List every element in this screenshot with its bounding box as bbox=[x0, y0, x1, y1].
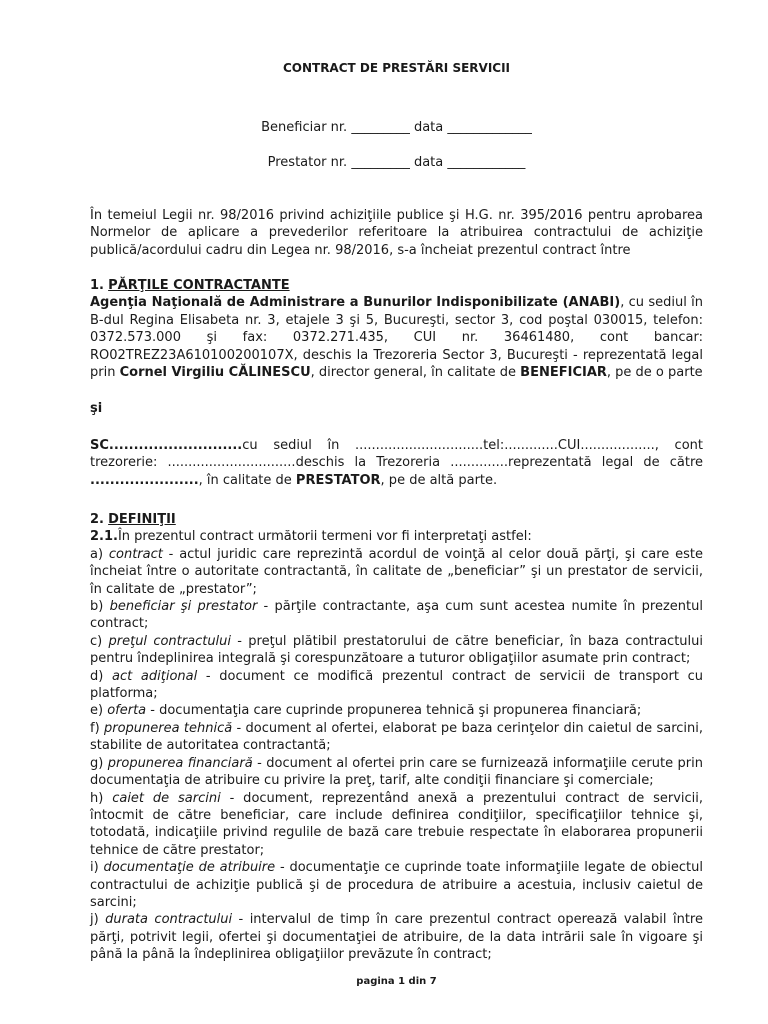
definition-term: act adiţional bbox=[112, 668, 198, 684]
definition-term: preţul contractului bbox=[108, 633, 232, 649]
definition-prefix: a) bbox=[90, 546, 109, 562]
conjunction-and: şi bbox=[90, 401, 103, 416]
beneficiar-details: , cu sediul în B-dul Regina Elisabeta nr. 3, etajele 3 şi 5, Bucureşti, sector 3, cod poştal 030015, telefon: 0372.573.000 şi fax: 0372.271.435, CUI nr. 36461480, cont bancar: RO02TREZ23A610100200107X, deschis la Trezoreria Sector 3, Bucureşti - reprezentată legal prin bbox=[90, 295, 703, 381]
definition-text: - părţile contractante, aşa cum sunt acestea numite în prezentul contract; bbox=[90, 599, 703, 632]
definition-item bbox=[90, 720, 703, 755]
section-1-heading bbox=[90, 277, 703, 294]
beneficiar-reference: Beneficiar nr. _________ data _____________ bbox=[261, 120, 532, 135]
section-parties bbox=[90, 277, 703, 381]
definition-text: - intervalul de timp în care prezentul contract operează valabil între părţi, potrivit legii, ofertei şi documentaţiei de atribuire, de la data intrării sale în vigoare şi până la până la îndeplinirea obligaţiilor prevăzute în contract; bbox=[90, 912, 703, 963]
prestator-role-lead: , în calitate de bbox=[198, 472, 296, 488]
definition-text: - actul juridic care reprezintă acordul de voinţă al celor două părţi, şi care este încheiat între o autoritate contractantă, în calitate de „beneficiar” şi un prestator de servicii, în calitate de „prestator”; bbox=[90, 546, 703, 597]
section-1-number: 1. bbox=[90, 278, 104, 293]
definition-term: caiet de sarcini bbox=[112, 790, 221, 806]
definition-term: oferta bbox=[107, 703, 147, 719]
definition-item bbox=[90, 598, 703, 633]
subsection-2-1-number: 2.1. bbox=[90, 529, 118, 545]
prestator-paragraph bbox=[90, 437, 703, 489]
definition-prefix: e) bbox=[90, 703, 108, 719]
definition-text: - preţul plătibil prestatorului de către beneficiar, în baza contractului pentru îndeplinirea integrală şi corespunzătoare a tuturor obligaţiilor asumate prin contract; bbox=[90, 633, 703, 667]
beneficiar-paragraph bbox=[90, 294, 703, 381]
definition-term: durata contractului bbox=[105, 912, 233, 928]
definition-text: - document, reprezentând anexă a prezentului contract de servicii, întocmit de către beneficiar, care include definirea condiţiilor, specificaţiilor tehnice şi, totodată, indicaţiile privind regulile de bază care trebuie respectate în elaborarea propunerii tehnice de către prestator; bbox=[90, 790, 703, 858]
definition-prefix: j) bbox=[90, 912, 106, 928]
definition-item bbox=[90, 911, 703, 963]
definition-item bbox=[90, 790, 703, 860]
definition-item bbox=[90, 633, 703, 668]
prestator-role: PRESTATOR bbox=[295, 472, 381, 488]
sc-details: cu sediul în ...............................tel:.............CUI.................., cont trezorerie: ...............................deschis la Trezoreria ..............reprezentată legal de către bbox=[90, 438, 703, 471]
definition-item bbox=[90, 755, 703, 790]
document-title: CONTRACT DE PRESTĂRI SERVICII bbox=[282, 61, 511, 75]
section-definitions bbox=[90, 511, 703, 964]
definition-prefix: i) bbox=[90, 860, 104, 876]
definition-prefix: c) bbox=[90, 633, 109, 649]
prestator-reference: Prestator nr. _________ data ____________ bbox=[267, 155, 526, 170]
section-1-title: PĂRŢILE CONTRACTANTE bbox=[108, 278, 290, 293]
section-2-number: 2. bbox=[90, 512, 104, 527]
intro-paragraph: În temeiul Legii nr. 98/2016 privind achiziţiile publice şi H.G. nr. 395/2016 pentru aprobarea Normelor de aplicare a prevederilor referitoare la atribuirea contractului de achiziţie publică/acordului cadru din Legea nr. 98/2016, s-a încheiat prezentul contract între bbox=[90, 208, 703, 258]
definition-text: - documentaţie ce cuprinde toate informaţiile legate de obiectul contractului de achiziţie publică şi de procedura de atribuire a acestuia, inclusiv caietul de sarcini; bbox=[90, 860, 703, 910]
definition-item bbox=[90, 859, 703, 911]
definition-text: - documentaţia care cuprinde propunerea tehnică şi propunerea financiară; bbox=[146, 703, 642, 719]
definition-term: documentaţie de atribuire bbox=[103, 860, 276, 876]
definition-term: propunerea financiară bbox=[107, 755, 253, 771]
beneficiar-role: BENEFICIAR bbox=[520, 365, 607, 381]
definition-text: - document al ofertei, elaborat pe baza cerinţelor din caietul de sarcini, stabilite de autoritatea contractantă; bbox=[90, 720, 704, 754]
beneficiar-name: Agenţia Naţională de Administrare a Bunurilor Indisponibilizate (ANABI) bbox=[90, 295, 621, 311]
definition-item bbox=[90, 702, 703, 719]
subsection-2-1-text: În prezentul contract următorii termeni vor fi interpretaţi astfel: bbox=[117, 529, 532, 545]
section-2-heading bbox=[90, 511, 703, 528]
definition-prefix: b) bbox=[90, 599, 110, 615]
definition-term: beneficiar şi prestator bbox=[109, 599, 258, 615]
definition-prefix: h) bbox=[90, 790, 113, 806]
subsection-2-1 bbox=[90, 528, 703, 545]
prestator-closing: , pe de altă parte. bbox=[380, 472, 498, 488]
definition-prefix: g) bbox=[90, 755, 108, 771]
definition-term: propunerea tehnică bbox=[103, 720, 233, 736]
sc-representative: ...................... bbox=[90, 472, 199, 488]
definition-term: contract bbox=[108, 546, 163, 562]
section-2-title: DEFINIŢII bbox=[108, 512, 176, 527]
sc-label: SC........................... bbox=[90, 438, 243, 453]
document-page bbox=[90, 0, 703, 1024]
beneficiar-closing: , pe de o parte bbox=[606, 365, 703, 381]
page-number: pagina 1 din 7 bbox=[356, 976, 437, 987]
definition-item bbox=[90, 546, 703, 598]
director-name: Cornel Virgiliu CĂLINESCU bbox=[119, 365, 311, 381]
definition-prefix: d) bbox=[90, 668, 113, 684]
definition-prefix: f) bbox=[90, 720, 104, 736]
definition-text: - document ce modifică prezentul contract de servicii de transport cu platforma; bbox=[90, 668, 703, 702]
definition-text: - document al ofertei prin care se furnizează informaţiile cerute prin documentaţia de atribuire cu privire la preţ, tarif, alte condiţii financiare şi comerciale; bbox=[90, 755, 703, 789]
beneficiar-role-lead: , director general, în calitate de bbox=[310, 365, 521, 381]
definition-item bbox=[90, 668, 703, 703]
